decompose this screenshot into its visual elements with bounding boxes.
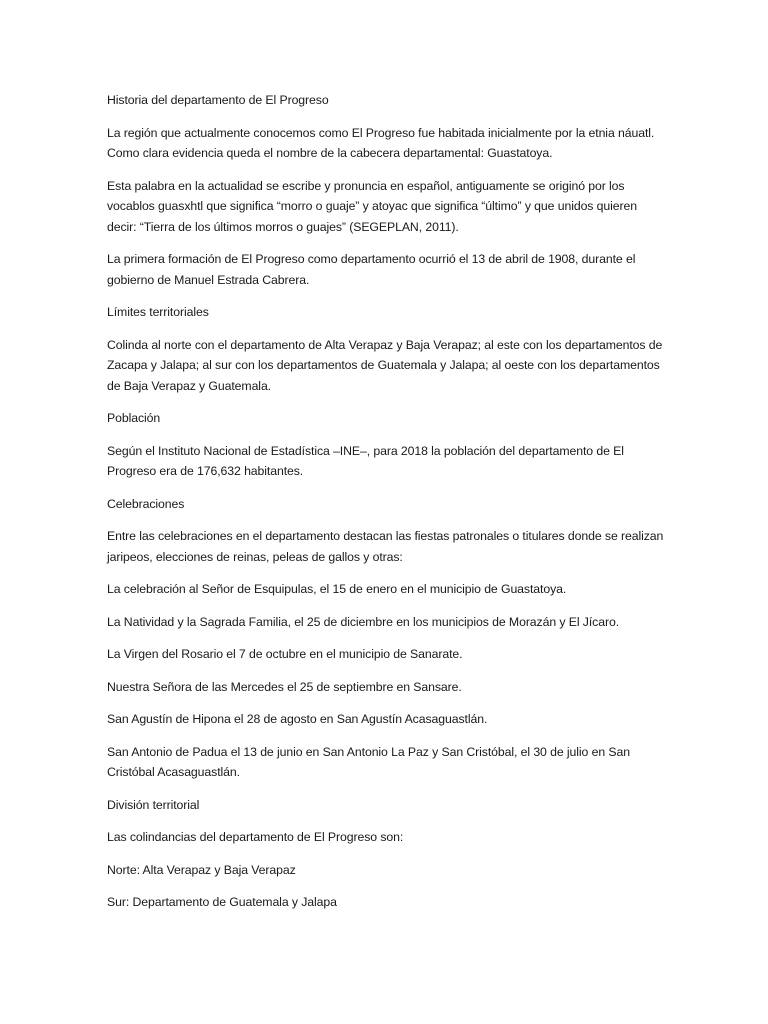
celebration-item: San Agustín de Hipona el 28 de agosto en San Agustín Acasaguastlán. [107,712,488,726]
paragraph: La región que actualmente conocemos como El Progreso fue habitada inicialmente por la etnia náuatl. Como clara evidencia queda el nombre de la cabecera departamental: Guastatoya. [107,125,655,160]
paragraph: Las colindancias del departamento de El Progreso son: [107,830,404,844]
section-heading-poblacion: Población [107,411,161,425]
paragraph: La primera formación de El Progreso como departamento ocurrió el 13 de abril de 1908, durante el gobierno de Manuel Estrada Cabrera. [107,252,636,287]
celebration-item: La Natividad y la Sagrada Familia, el 25 de diciembre en los municipios de Morazán y El Jícaro. [107,614,620,629]
celebration-item: La celebración al Señor de Esquipulas, el 15 de enero en el municipio de Guastatoya. [107,582,567,596]
section-heading-historia: Historia del departamento de El Progreso [107,93,329,107]
paragraph: Esta palabra en la actualidad se escribe y pronuncia en español, antiguamente se originó por los vocablos guasxhtl que significa “morro o guaje” y atoyac que significa “último” y que unidos quieren decir: “Tierra de los últimos morros o guajes” (SEGEPLAN, 2011). [107,178,637,234]
paragraph: Según el Instituto Nacional de Estadística –INE–, para 2018 la población del departamento de El Progreso era de 176,632 habitantes. [107,443,624,478]
celebration-item: La Virgen del Rosario el 7 de octubre en el municipio de Sanarate. [107,647,463,661]
celebration-item: San Antonio de Padua el 13 de junio en San Antonio La Paz y San Cristóbal, el 30 de julio en San Cristóbal Acasaguastlán. [107,744,630,779]
paragraph: Entre las celebraciones en el departamento destacan las fiestas patronales o titulares donde se realizan jaripeos, elecciones de reinas, peleas de gallos y otras: [107,529,664,564]
celebration-item: Nuestra Señora de las Mercedes el 25 de septiembre en Sansare. [107,679,462,694]
section-heading-celebraciones: Celebraciones [107,496,185,511]
section-heading-limites: Límites territoriales [107,305,209,319]
document-body [107,90,667,925]
paragraph: Colinda al norte con el departamento de Alta Verapaz y Baja Verapaz; al este con los departamentos de Zacapa y Jalapa; al sur con los departamentos de Guatemala y Jalapa; al oeste con los departamentos de Baja Verapaz y Guatemala. [107,337,663,393]
boundary-item: Sur: Departamento de Guatemala y Jalapa [107,895,337,909]
section-heading-division: División territorial [107,797,200,812]
boundary-item: Norte: Alta Verapaz y Baja Verapaz [107,862,296,877]
